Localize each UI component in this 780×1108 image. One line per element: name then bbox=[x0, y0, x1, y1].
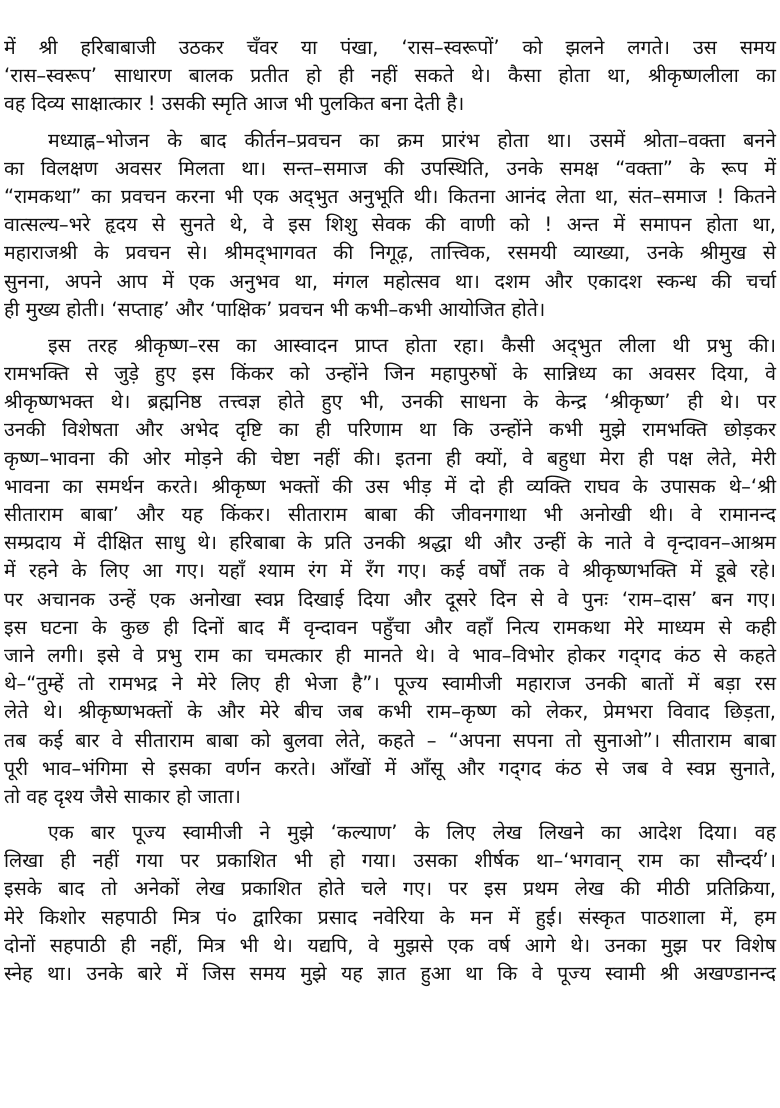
text-line: मध्याह्न–भोजन के बाद कीर्तन–प्रवचन का क्रम प्रारंभ होता था। उसमें श्रोता–वक्ता बनने bbox=[48, 128, 776, 152]
text-line: लेते थे। श्रीकृष्णभक्तों के और मेरे बीच जब कभी राम–कृष्ण को लेकर, प्रेमभरा विवाद छिड़ता, bbox=[4, 700, 776, 724]
text-line: सुनना, अपने आप में एक अनुभव था, मंगल महोत्सव था। दशम और एकादश स्कन्ध की चर्चा bbox=[4, 269, 776, 293]
text-line: उनकी विशेषता और अभेद दृष्टि का ही परिणाम था कि उन्होंने कभी मुझे रामभक्ति छोड़कर bbox=[4, 418, 776, 442]
text-line: एक बार पूज्य स्वामीजी ने मुझे ‘कल्याण’ के लिए लेख लिखने का आदेश दिया। वह bbox=[48, 821, 776, 845]
text-line: वात्सल्य–भरे हृदय से सुनते थे, वे इस शिशु सेवक की वाणी को ! अन्त में समापन होता था, bbox=[4, 213, 776, 237]
text-line: सीताराम बाबा’ और यह किंकर। सीताराम बाबा की जीवनगाथा भी अनोखी थी। वे रामानन्द bbox=[4, 503, 776, 526]
text-line: में रहने के लिए आ गए। यहाँ श्याम रंग में रँग गए। कई वर्षों तक वे श्रीकृष्णभक्ति में डूबे रहे। bbox=[4, 559, 776, 583]
text-line: थे–“तुम्हें तो रामभद्र ने मेरे लिए ही भेजा है”। पूज्य स्वामीजी महाराज उनकी बातों में बड़ा रस bbox=[4, 672, 776, 696]
text-line: ‘रास–स्वरूप’ साधारण बालक प्रतीत हो ही नहीं सकते थे। कैसा होता था, श्रीकृष्णलीला का bbox=[4, 64, 776, 88]
text-line: तब कई बार वे सीताराम बाबा को बुलवा लेते, कहते – “अपना सपना तो सुनाओ”। सीताराम बाबा bbox=[4, 728, 776, 752]
text-line: रामभक्ति से जुड़े हुए इस किंकर को उन्होंने जिन महापुरुषों के सान्निध्य का अवसर दिया, वे bbox=[4, 362, 776, 386]
paragraph-1 bbox=[4, 34, 776, 119]
text-line: जाने लगी। इसे वे प्रभु राम का चमत्कार ही मानते थे। वे भाव–विभोर होकर गद्‌गद कंठ से कहते bbox=[4, 643, 776, 667]
text-line: लिखा ही नहीं गया पर प्रकाशित भी हो गया। उसका शीर्षक था–‘भगवान् राम का सौन्दर्य’। bbox=[4, 849, 776, 873]
text-line: इस तरह श्रीकृष्ण–रस का आस्वादन प्राप्त होता रहा। कैसी अद्‌भुत लीला थी प्रभु की। bbox=[48, 333, 776, 357]
text-line: कृष्ण–भावना की ओर मोड़ने की चेष्टा नहीं की। इतना ही क्यों, वे बहुधा मेरा ही पक्ष लेते, मेरी bbox=[4, 446, 776, 470]
text-line: सम्प्रदाय में दीक्षित साधु थे। हरिबाबा के प्रति उनकी श्रद्धा थी और उन्हीं के नाते वे वृन्दावन–आश्रम bbox=[4, 531, 776, 555]
text-line: पूरी भाव–भंगिमा से इसका वर्णन करते। आँखों में आँसू और गद्‌गद कंठ से जब वे स्वप्न सुनाते, bbox=[4, 756, 776, 780]
text-line: इस घटना के कुछ ही दिनों बाद मैं वृन्दावन पहुँचा और वहाँ नित्य रामकथा मेरे माध्यम से कही bbox=[4, 615, 776, 639]
text-line: पर अचानक उन्हें एक अनोखा स्वप्न दिखाई दिया और दूसरे दिन से वे पुनः ‘राम–दास’ बन गए। bbox=[4, 587, 776, 611]
text-line: महाराजश्री के प्रवचन से। श्रीमद्‌भागवत की निगूढ़, तात्त्विक, रसमयी व्याख्या, उनके श्रीमुख से bbox=[4, 241, 776, 265]
paragraph-2 bbox=[4, 127, 776, 324]
text-line: भावना का समर्थन करते। श्रीकृष्ण भक्तों की उस भीड़ में दो ही व्यक्ति राघव के उपासक थे–‘श्री bbox=[4, 474, 776, 498]
paragraph-4 bbox=[4, 819, 776, 988]
text-line: का विलक्षण अवसर मिलता था। सन्त–समाज की उपस्थिति, उनके समक्ष “वक्ता” के रूप में bbox=[4, 156, 776, 180]
text-line: स्नेह था। उनके बारे में जिस समय मुझे यह ज्ञात हुआ था कि वे पूज्य स्वामी श्री अखण्डानन्द bbox=[4, 962, 776, 985]
text-line: “रामकथा” का प्रवचन करना भी एक अद्‌भुत अनुभूति थी। कितना आनंद लेता था, संत–समाज ! कितने bbox=[4, 184, 776, 208]
text-line: में श्री हरिबाबाजी उठकर चँवर या पंखा, ‘रास–स्वरूपों’ को झलने लगते। उस समय bbox=[4, 36, 776, 59]
paragraph-3 bbox=[4, 332, 776, 811]
text-line: मेरे किशोर सहपाठी मित्र पं० द्वारिका प्रसाद नवेरिया के मन में हुई। संस्कृत पाठशाला में, हम bbox=[4, 905, 776, 929]
text-line: वह दिव्य साक्षात्कार ! उसकी स्मृति आज भी पुलकित बना देती है। bbox=[4, 92, 465, 116]
text-line: श्रीकृष्णभक्त थे। ब्रह्मनिष्ठ तत्त्वज्ञ होते हुए भी, उनकी साधना के केन्द्र ‘श्रीकृष्ण’ ही थे। पर bbox=[4, 390, 776, 414]
text-line: इसके बाद तो अनेकों लेख प्रकाशित होते चले गए। पर इस प्रथम लेख की मीठी प्रतिक्रिया, bbox=[4, 877, 776, 901]
text-line: ही मुख्य होती। ‘सप्ताह’ और ‘पाक्षिक’ प्रवचन भी कभी–कभी आयोजित होते। bbox=[4, 297, 546, 321]
text-line: दोनों सहपाठी ही नहीं, मित्र भी थे। यद्यपि, वे मुझसे एक वर्ष आगे थे। उनका मुझ पर विशेष bbox=[4, 933, 776, 957]
text-line: तो वह दृश्य जैसे साकार हो जाता। bbox=[4, 784, 241, 808]
document-page bbox=[4, 34, 776, 996]
